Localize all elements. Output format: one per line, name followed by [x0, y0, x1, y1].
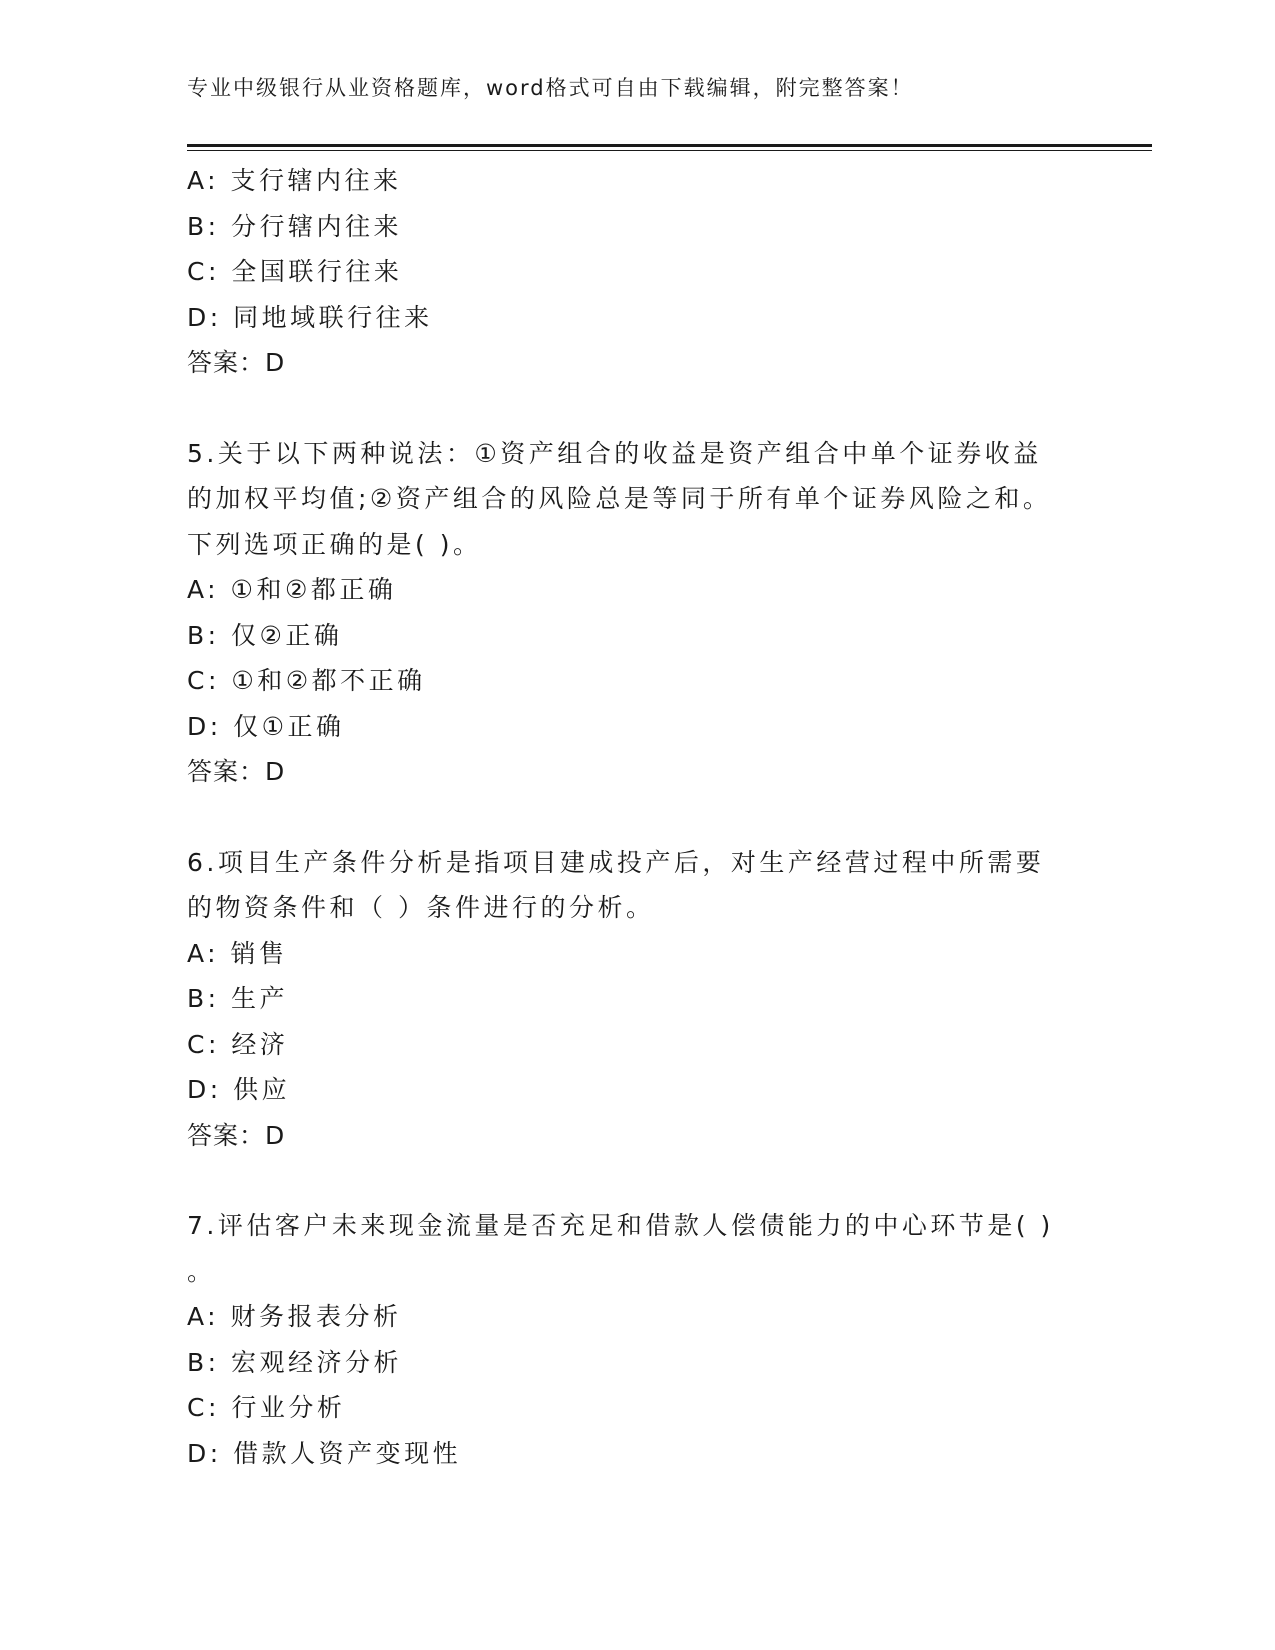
question-stem-line: 的物资条件和（ ）条件进行的分析。 [187, 893, 655, 922]
question-stem-line: 6.项目生产条件分析是指项目建成投产后，对生产经营过程中所需要 [187, 847, 1045, 877]
option-b: B: 仅②正确 [187, 620, 343, 650]
answer: 答案：D [187, 348, 286, 377]
question-stem-line: 。 [187, 1256, 216, 1286]
page-header: 专业中级银行从业资格题库，word格式可自由下载编辑，附完整答案！ [187, 76, 914, 100]
question-4 [187, 158, 1087, 386]
option-c: C: 经济 [187, 1029, 289, 1059]
question-stem-line: 7.评估客户未来现金流量是否充足和借款人偿债能力的中心环节是( ) [187, 1211, 1054, 1240]
option-a: A: 销售 [187, 938, 288, 968]
question-5 [187, 431, 1087, 795]
question-gap [187, 1158, 1087, 1203]
option-c: C: 全国联行往来 [187, 257, 403, 286]
question-7 [187, 1203, 1087, 1476]
question-stem-line: 5.关于以下两种说法：①资产组合的收益是资产组合中单个证券收益 [187, 438, 1042, 468]
question-6 [187, 840, 1087, 1159]
answer: 答案：D [187, 1120, 286, 1150]
option-a: A: ①和②都正确 [187, 575, 397, 604]
option-d: D: 同地域联行往来 [187, 302, 433, 332]
answer: 答案：D [187, 757, 286, 786]
question-gap [187, 795, 1087, 840]
question-list [187, 158, 1087, 1476]
option-b: B: 宏观经济分析 [187, 1347, 403, 1377]
option-c: C: 行业分析 [187, 1393, 346, 1422]
option-d: D: 供应 [187, 1075, 291, 1104]
option-b: B: 生产 [187, 984, 289, 1013]
option-b: B: 分行辖内往来 [187, 211, 403, 241]
header-rule-thick [187, 144, 1152, 147]
question-gap [187, 386, 1087, 431]
option-a: A: 支行辖内往来 [187, 166, 402, 195]
header-rule-thin [187, 150, 1152, 151]
question-stem-line: 下列选项正确的是( )。 [187, 529, 482, 559]
question-stem-line: 的加权平均值;②资产组合的风险总是等同于所有单个证券风险之和。 [187, 484, 1052, 513]
option-c: C: ①和②都不正确 [187, 666, 426, 695]
option-d: D: 仅①正确 [187, 711, 345, 741]
option-a: A: 财务报表分析 [187, 1302, 402, 1331]
option-d: D: 借款人资产变现性 [187, 1438, 462, 1468]
